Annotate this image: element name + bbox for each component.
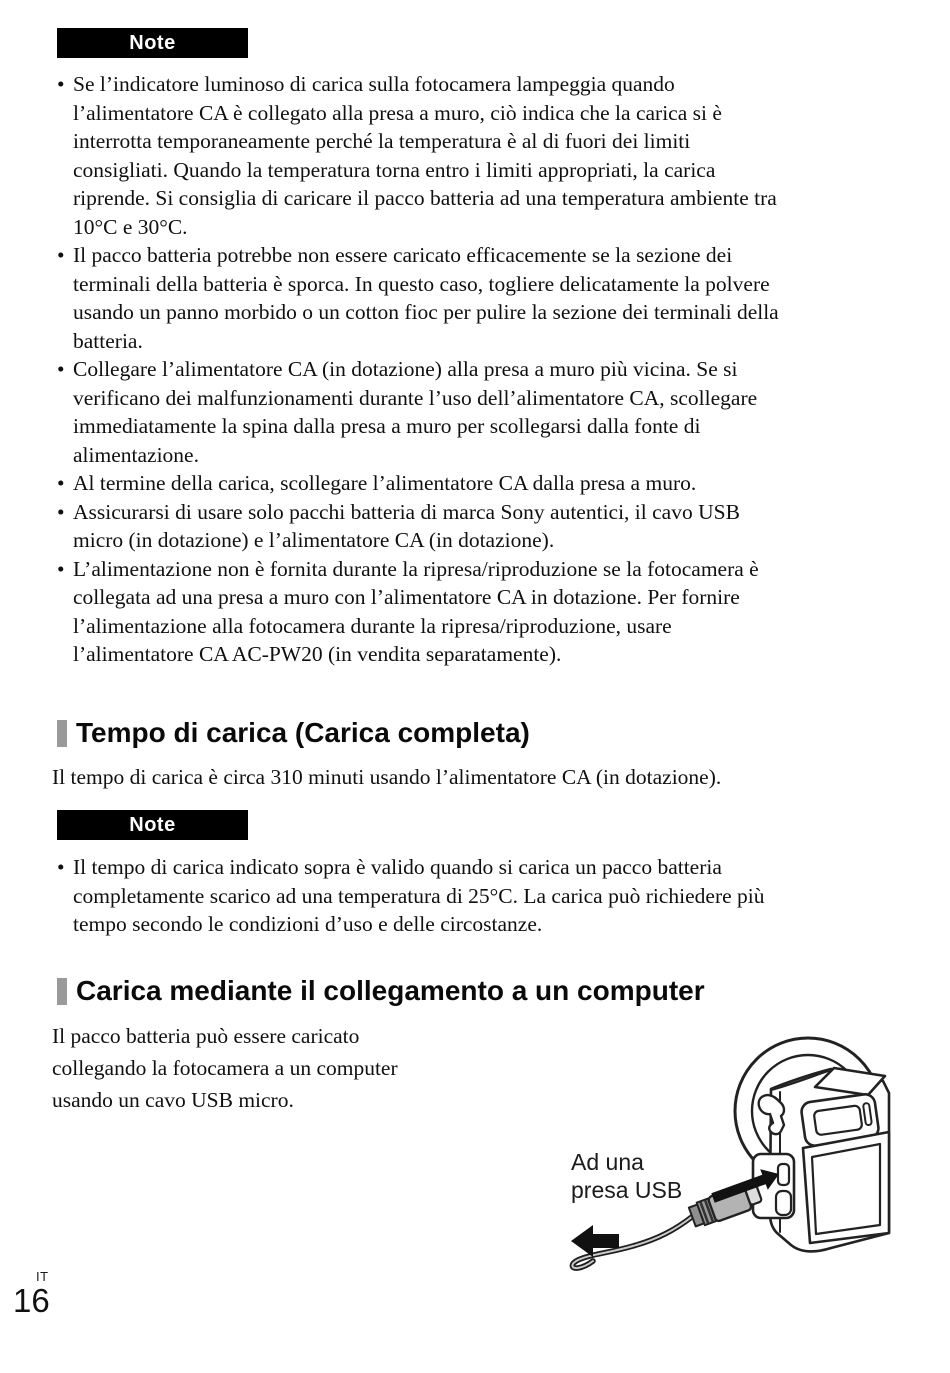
bullet-line: tempo secondo le condizioni d’uso e delle circostanze.: [73, 912, 543, 936]
bullet-line: terminali della batteria è sporca. In questo caso, togliere delicatamente la polvere: [73, 271, 770, 296]
usb-socket-label: [571, 1148, 682, 1204]
bullet-line: usando un panno morbido o un cotton fioc per pulire la sezione dei terminali della: [73, 300, 779, 324]
note-badge: Note: [57, 810, 248, 840]
usb-socket-label-line: Ad una: [571, 1149, 644, 1175]
bullet-line: • Se l’indicatore luminoso di carica sulla fotocamera lampeggia quando: [73, 72, 675, 96]
heading-bar: [57, 978, 67, 1005]
lcd-screen: [803, 1132, 889, 1243]
bullet-line: • Il tempo di carica indicato sopra è valido quando si carica un pacco batteria: [73, 855, 722, 879]
bullet-line: l’alimentatore CA è collegato alla presa a muro, ciò indica che la carica si è: [73, 100, 722, 125]
bullet-line: batteria.: [73, 328, 143, 353]
bullet-line: • Al termine della carica, scollegare l’alimentatore CA dalla presa a muro.: [73, 471, 697, 495]
bullet-line: • Il pacco batteria potrebbe non essere caricato efficacemente se la sezione dei: [73, 243, 733, 267]
heading-bar: [57, 720, 67, 747]
paragraph-line: Il pacco batteria può essere caricato: [52, 1024, 360, 1048]
hdmi-port: [776, 1191, 791, 1215]
bullet-line: 10°C e 30°C.: [73, 214, 188, 239]
charge-time-paragraph: Il tempo di carica è circa 310 minuti usando l’alimentatore CA (in dotazione).: [52, 765, 722, 789]
note-bullet: [57, 853, 887, 939]
note-bullet: [57, 355, 887, 469]
bullet-line: • Assicurarsi di usare solo pacchi batteria di marca Sony autentici, il cavo USB: [73, 499, 740, 524]
bullet-line: l’alimentazione alla fotocamera durante la ripresa/riproduzione, usare: [73, 613, 672, 638]
bullet-line: riprende. Si consiglia di caricare il pacco batteria ad una temperatura ambiente tra: [73, 186, 777, 210]
note-bullet-list: [57, 70, 887, 669]
heading-text: Carica mediante il collegamento a un computer: [76, 975, 705, 1006]
note-badge: Note: [57, 28, 248, 58]
note-bullet: [57, 70, 887, 241]
note-bullet: [57, 555, 887, 669]
bullet-line: • Collegare l’alimentatore CA (in dotazione) alla presa a muro più vicina. Se si: [73, 357, 738, 381]
page-footer: [13, 1270, 50, 1318]
pc-charge-paragraph: [52, 1020, 522, 1116]
bullet-line: verificano dei malfunzionamenti durante l’uso dell’alimentatore CA, scollegare: [73, 385, 758, 410]
note-bullet: [57, 498, 887, 555]
section-heading-pc-charge: [57, 975, 705, 1007]
bullet-line: immediatamente la spina dalla presa a muro per scollegarsi dalla fonte di: [73, 414, 701, 438]
bullet-line: micro (in dotazione) e l’alimentatore CA (in dotazione).: [73, 528, 555, 552]
bullet-line: • L’alimentazione non è fornita durante la ripresa/riproduzione se la fotocamera è: [73, 556, 759, 581]
bullet-line: l’alimentatore CA AC-PW20 (in vendita separatamente).: [73, 642, 562, 666]
note-bullet: [57, 241, 887, 355]
section-heading-charge-time: [57, 717, 530, 749]
bullet-line: consigliati. Quando la temperatura torna entro i limiti appropriati, la carica: [73, 157, 716, 182]
paragraph-line: usando un cavo USB micro.: [52, 1088, 294, 1112]
note-bullet: [57, 469, 887, 498]
strap-lug: [759, 1095, 784, 1134]
micro-usb-port: [778, 1164, 789, 1185]
bullet-line: collegata ad una presa a muro con l’alimentatore CA in dotazione. Per fornire: [73, 585, 740, 609]
bullet-line: alimentazione.: [73, 442, 199, 467]
page-number: 16: [13, 1282, 50, 1319]
usb-socket-label-line: presa USB: [571, 1177, 683, 1203]
bullet-line: completamente scarico ad una temperatura di 25°C. La carica può richiedere più: [73, 883, 765, 908]
heading-text: Tempo di carica (Carica completa): [76, 717, 530, 748]
camera-usb-illustration: [563, 1036, 893, 1278]
bullet-line: interrotta temporaneamente perché la temperatura è al di fuori dei limiti: [73, 129, 691, 153]
note-bullet-list: [57, 853, 887, 939]
language-tag: IT: [36, 1269, 49, 1284]
paragraph-line: collegando la fotocamera a un computer: [52, 1056, 398, 1080]
